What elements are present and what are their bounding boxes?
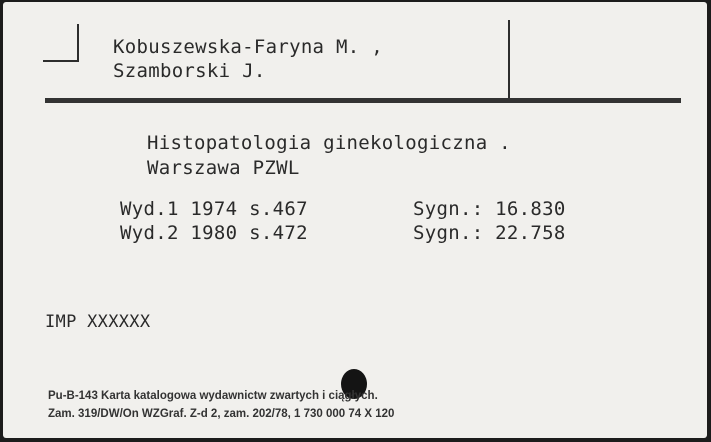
vertical-divider [508, 20, 510, 100]
author-line-2: Szamborski J. [113, 60, 266, 82]
author-line-1: Kobuszewska-Faryna M. , [113, 36, 383, 58]
header-rule [45, 98, 681, 103]
title-line-1: Histopatologia ginekologiczna . [147, 132, 511, 154]
footer-line-2: Zam. 319/DW/On WZGraf. Z-d 2, zam. 202/78, 1 730 000 74 X 120 [48, 408, 395, 420]
imprint: IMP XXXXXX [45, 312, 151, 332]
edition-2: Wyd.2 1980 s.472 [120, 222, 308, 244]
corner-bracket-horizontal [43, 60, 79, 62]
signature-1: Sygn.: 16.830 [413, 198, 566, 220]
title-line-2: Warszawa PZWL [147, 157, 300, 179]
edition-1: Wyd.1 1974 s.467 [120, 198, 308, 220]
footer-line-1: Pu-B-143 Karta katalogowa wydawnictw zwartych i ciągłych. [48, 390, 378, 402]
corner-bracket-vertical [77, 24, 79, 62]
catalog-card [3, 2, 707, 438]
signature-2: Sygn.: 22.758 [413, 222, 566, 244]
